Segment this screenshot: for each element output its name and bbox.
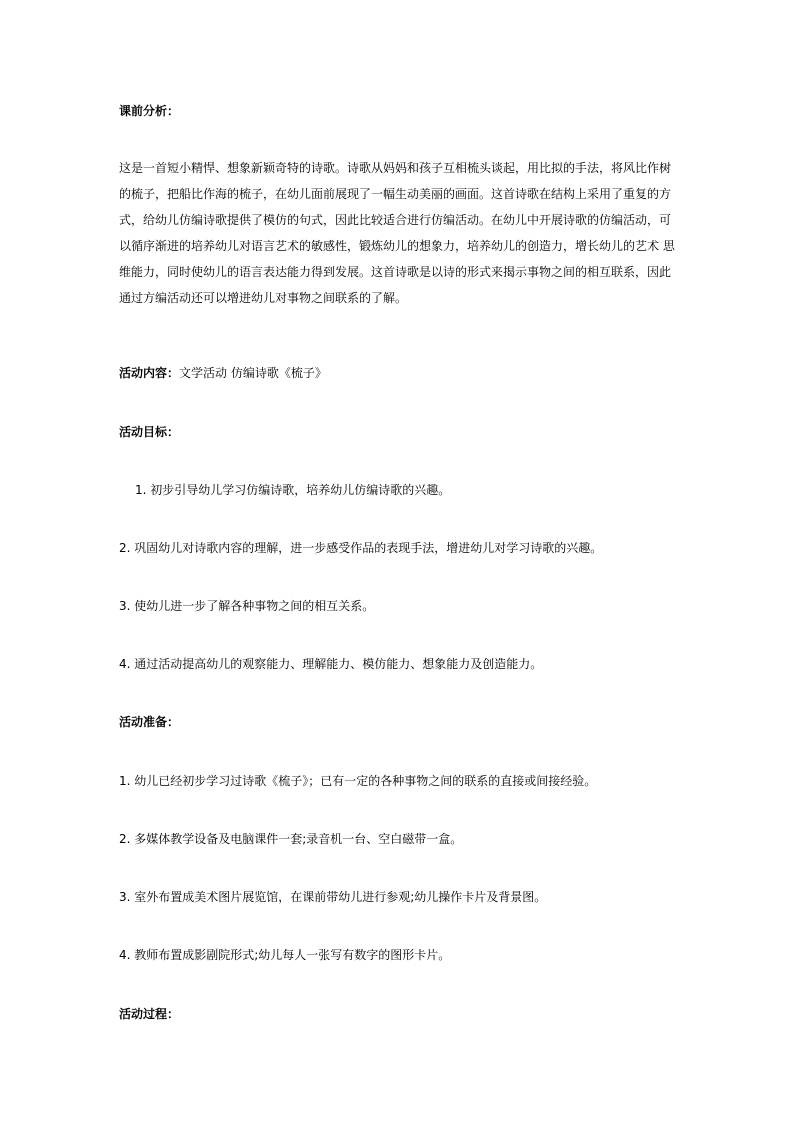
pre-analysis-line: 这是一首短小精悍、想象新颖奇特的诗歌。诗歌从妈妈和孩子互相梳头谈起，用比拟的手法，将风比作树	[119, 161, 672, 175]
goal-item: 4. 通过活动提高幼儿的观察能力、理解能力、模仿能力、想象能力及创造能力。	[119, 657, 543, 671]
pre-analysis-heading: 课前分析：	[119, 104, 180, 118]
activity-content-text: 文学活动 仿编诗歌《梳子》	[179, 366, 327, 380]
pre-analysis-line: 的梳子，把船比作海的梳子，在幼儿面前展现了一幅生动美丽的画面。这首诗歌在结构上采用了重复的方	[119, 187, 672, 201]
preparation-item: 4. 教师布置成影剧院形式;幼儿每人一张写有数字的图形卡片。	[119, 948, 451, 962]
activity-process-heading: 活动过程：	[119, 1007, 180, 1021]
preparation-item: 2. 多媒体教学设备及电脑课件一套;录音机一台、空白磁带一盒。	[119, 832, 463, 846]
pre-analysis-line: 维能力，同时使幼儿的语言表达能力得到发展。这首诗歌是以诗的形式来揭示事物之间的相互联系，因此	[119, 265, 672, 279]
activity-content-line	[119, 364, 679, 382]
pre-analysis-line: 式，给幼儿仿编诗歌提供了模仿的句式，因此比较适合进行仿编活动。在幼儿中开展诗歌的仿编活动，可	[119, 213, 672, 227]
pre-analysis-paragraph	[119, 155, 679, 311]
activity-content-heading: 活动内容：	[119, 366, 180, 380]
activity-preparation-heading: 活动准备：	[119, 715, 180, 729]
preparation-item: 1. 幼儿已经初步学习过诗歌《梳子》；已有一定的各种事物之间的联系的直接或间接经验。	[119, 774, 597, 788]
pre-analysis-line: 以循序渐进的培养幼儿对语言艺术的敏感性，锻炼幼儿的想象力，培养幼儿的创造力，增长幼儿的艺术 思	[119, 239, 675, 253]
goal-item: 1. 初步引导幼儿学习仿编诗歌，培养幼儿仿编诗歌的兴趣。	[135, 483, 451, 497]
goal-item: 3. 使幼儿进一步了解各种事物之间的相互关系。	[119, 599, 375, 613]
preparation-item: 3. 室外布置成美术图片展览馆，在课前带幼儿进行参观;幼儿操作卡片及背景图。	[119, 890, 547, 904]
goal-item: 2. 巩固幼儿对诗歌内容的理解，进一步感受作品的表现手法，增进幼儿对学习诗歌的兴趣。	[119, 541, 603, 555]
activity-goals-heading: 活动目标：	[119, 425, 180, 439]
pre-analysis-line: 通过方编活动还可以增进幼儿对事物之间联系的了解。	[119, 291, 408, 305]
